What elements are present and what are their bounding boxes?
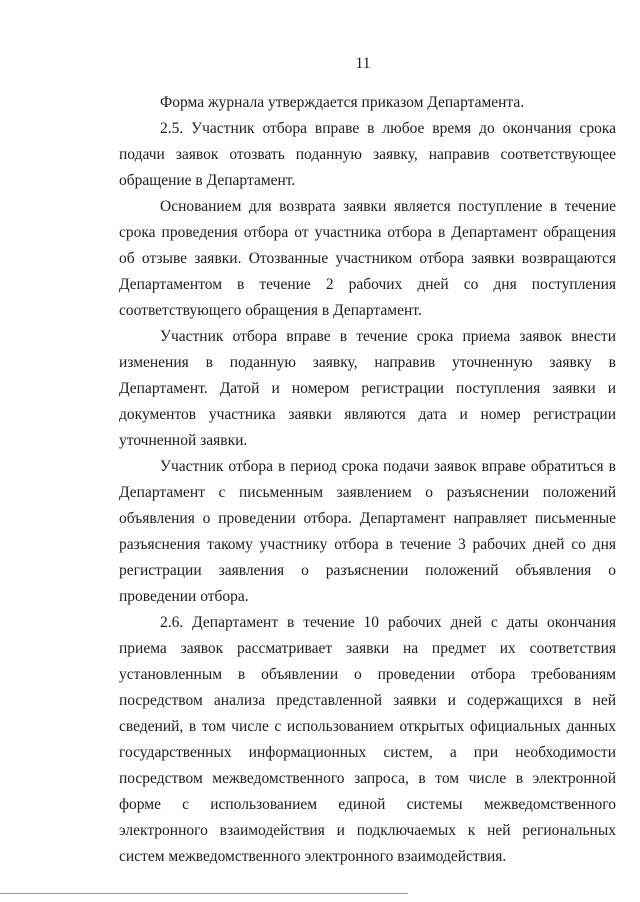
paragraph-2-6-review: 2.6. Департамент в течение 10 рабочих дней с даты окончания приема заявок рассматривает заявки на предмет их соответствия установленным в объявлении о проведении отбора требованиям посредством анализа представленной заявки и содержащихся в ней сведений, в том числе с использованием открытых официальных данных государственных информационных систем, а при необходимости посредством межведомственного запроса, в том числе в электронной форме с использованием единой системы межведомственного электронного взаимодействия и подключаемых к ней региональных систем межведомственного электронного взаимодействия. [119, 614, 616, 865]
document-body [119, 90, 616, 870]
paragraph-2-5-withdrawal: 2.5. Участник отбора вправе в любое время до окончания срока подачи заявок отозвать поданную заявку, направив соответствующее обращение в Департамент. [119, 120, 616, 189]
paragraph-clarification: Участник отбора в период срока подачи заявок вправе обратиться в Департамент с письменным заявлением о разъяснении положений объявления о проведении отбора. Департамент направляет письменные разъяснения такому участнику отбора в течение 3 рабочих дней со дня регистрации заявления о разъяснении положений объявления о проведении отбора. [119, 458, 616, 605]
paragraph-amendments: Участник отбора вправе в течение срока приема заявок внести изменения в поданную заявку, направив уточненную заявку в Департамент. Датой и номером регистрации поступления заявки и документов участника заявки являются дата и номер регистрации уточненной заявки. [119, 328, 616, 449]
bottom-divider [0, 893, 408, 894]
paragraph-journal-form: Форма журнала утверждается приказом Департамента. [160, 94, 525, 111]
paragraph-return-basis: Основанием для возврата заявки является поступление в течение срока проведения отбора от участника отбора в Департамент обращения об отзыве заявки. Отозванные участником отбора заявки возвращаются Департаментом в течение 2 рабочих дней со дня поступления соответствующего обращения в Департамент. [119, 198, 616, 319]
page-number: 11 [355, 55, 371, 72]
